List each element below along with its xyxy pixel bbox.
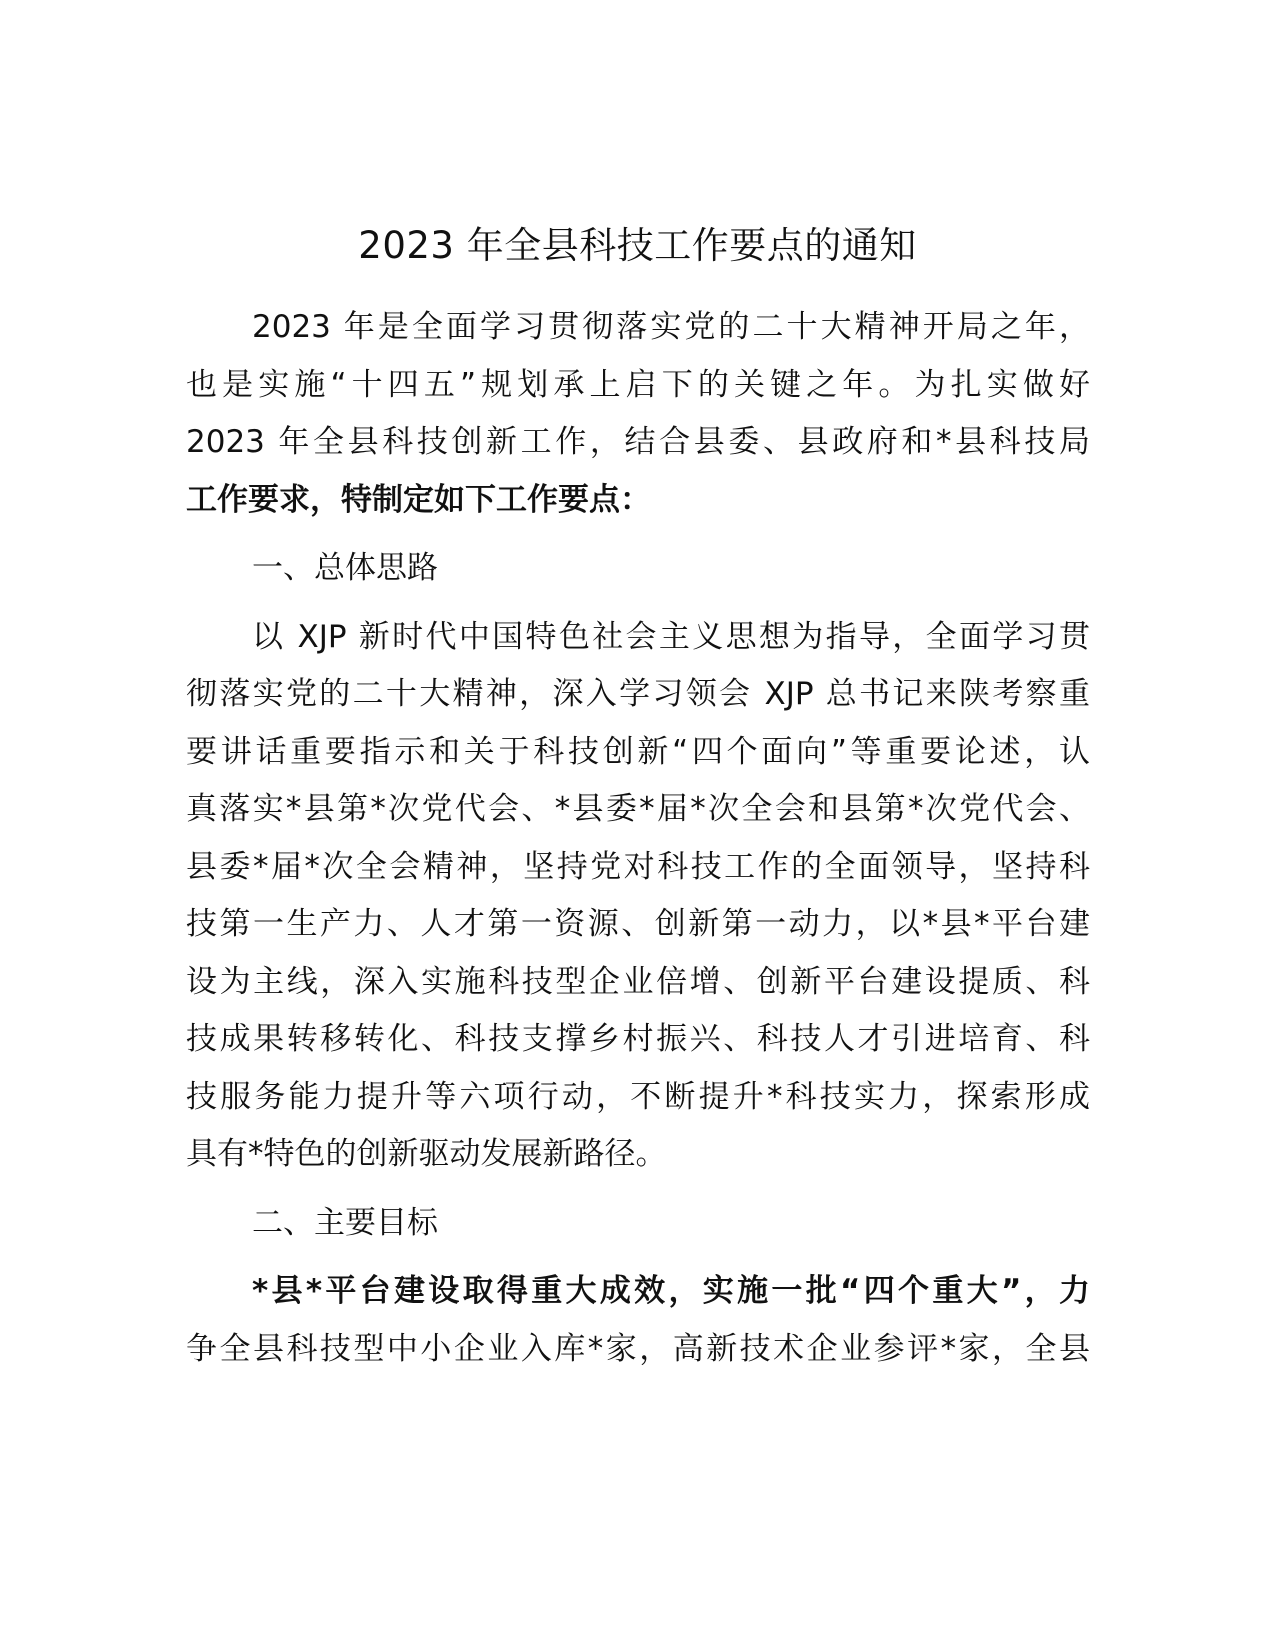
section1-line-5: 县委*届*次全会精神，坚持党对科技工作的全面领导，坚持科 <box>186 848 1090 885</box>
section2-line-2: 争全县科技型中小企业入库*家，高新技术企业参评*家，全县 <box>186 1330 1090 1367</box>
intro-line-2: 也是实施“十四五”规划承上启下的关键之年。为扎实做好 <box>186 366 1090 403</box>
section1-line-10: 具有*特色的创新驱动发展新路径。 <box>186 1136 667 1172</box>
section1-line-2: 彻落实党的二十大精神，深入学习领会 XJP 总书记来陕考察重 <box>186 676 1090 712</box>
paragraph-gap <box>186 598 1090 609</box>
intro-line-3: 2023 年全县科技创新工作，结合县委、县政府和*县科技局 <box>186 424 1090 460</box>
section1-line-6: 技第一生产力、人才第一资源、创新第一动力，以*县*平台建 <box>186 906 1090 942</box>
section2-line-1: *县*平台建设取得重大成效，实施一批“四个重大”，力 <box>252 1273 1090 1309</box>
paragraph-gap <box>186 1252 1090 1263</box>
section2-heading: 二、主要目标 <box>252 1204 438 1241</box>
intro-line-4: 工作要求，特制定如下工作要点： <box>186 481 651 518</box>
section1-line-9: 技服务能力提升等六项行动，不断提升*科技实力，探索形成 <box>186 1078 1090 1115</box>
section1-line-3: 要讲话重要指示和关于科技创新“四个面向”等重要论述，认 <box>186 733 1090 770</box>
section1-line-7: 设为主线，深入实施科技型企业倍增、创新平台建设提质、科 <box>186 963 1090 1000</box>
document-title: 2023 年全县科技工作要点的通知 <box>358 224 917 267</box>
paragraph-gap <box>186 1184 1090 1195</box>
document-body <box>186 299 1090 1378</box>
section1-heading: 一、总体思路 <box>252 550 438 586</box>
section1-line-4: 真落实*县第*次党代会、*县委*届*次全会和县第*次党代会、 <box>186 791 1090 827</box>
intro-line-1: 2023 年是全面学习贯彻落实党的二十大精神开局之年， <box>252 309 1090 345</box>
paragraph-gap <box>186 529 1090 540</box>
section1-line-8: 技成果转移转化、科技支撑乡村振兴、科技人才引进培育、科 <box>186 1021 1090 1057</box>
section1-line-1: 以 XJP 新时代中国特色社会主义思想为指导，全面学习贯 <box>252 618 1090 655</box>
